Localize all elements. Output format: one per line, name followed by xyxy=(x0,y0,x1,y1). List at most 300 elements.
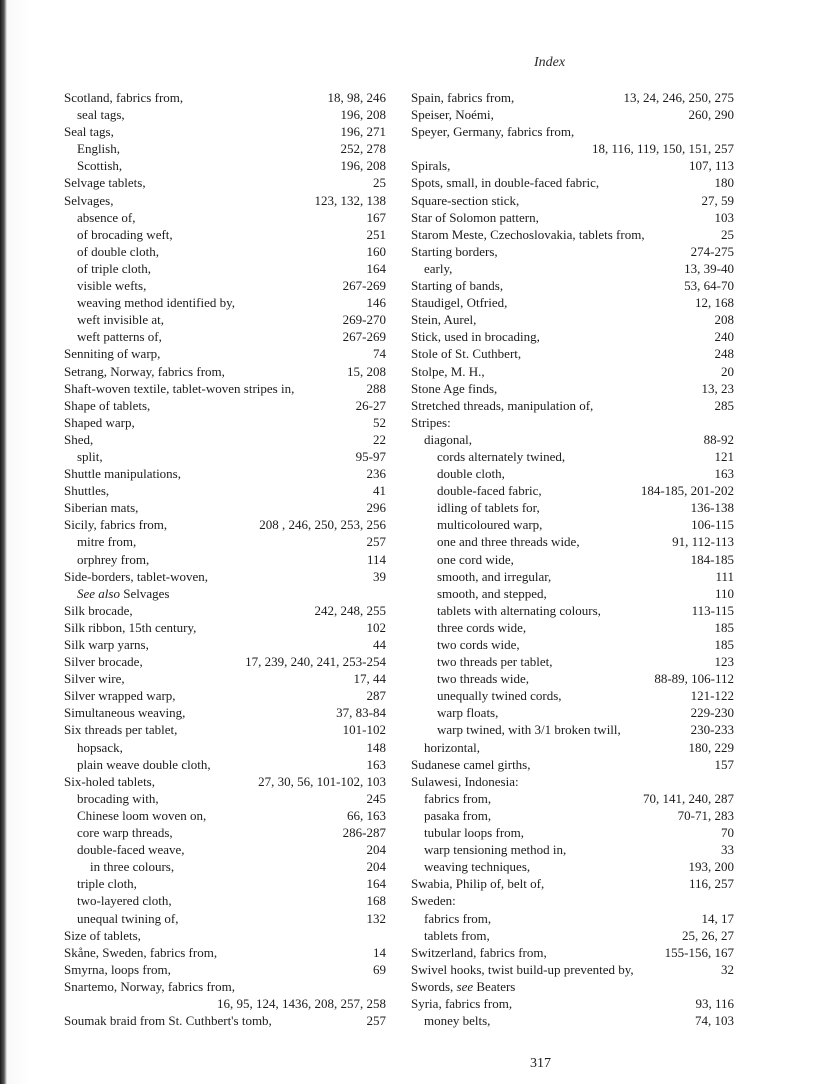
index-term: weaving method identified by, xyxy=(77,295,236,311)
index-column-left xyxy=(64,89,386,1029)
index-entry xyxy=(411,585,734,602)
index-page-numbers: 37, 83-84 xyxy=(336,705,386,721)
index-term: double-faced weave, xyxy=(77,842,185,858)
index-page-numbers: 185 xyxy=(714,619,734,635)
index-page-numbers: 242, 248, 255 xyxy=(314,602,386,618)
index-entry xyxy=(411,328,734,345)
index-term-head: Swords, xyxy=(411,978,454,994)
index-entry xyxy=(64,858,386,875)
index-entry xyxy=(64,773,386,790)
index-entry xyxy=(411,209,734,226)
index-page-numbers: 116, 257 xyxy=(688,876,734,892)
see-reference-target: Beaters xyxy=(476,978,516,994)
index-term: seal tags, xyxy=(77,107,125,123)
index-page-numbers: 15, 208 xyxy=(347,363,386,379)
index-term: smooth, and irregular, xyxy=(437,568,552,584)
index-term: Stick, used in brocading, xyxy=(411,329,540,345)
index-entry xyxy=(64,157,386,174)
index-term: weaving techniques, xyxy=(424,859,531,875)
index-page-numbers: 257 xyxy=(366,1013,386,1029)
index-term: Selvage tablets, xyxy=(64,175,146,191)
index-entry xyxy=(64,174,386,191)
index-entry xyxy=(411,944,734,961)
index-page-numbers: 113-115 xyxy=(691,602,734,618)
index-page-numbers: 274-275 xyxy=(690,243,734,259)
index-page-numbers: 27, 30, 56, 101-102, 103 xyxy=(258,773,386,789)
index-entry xyxy=(411,533,734,550)
index-page-numbers: 285 xyxy=(714,397,734,413)
index-term: Sulawesi, Indonesia: xyxy=(411,773,519,789)
index-entry xyxy=(411,380,734,397)
index-term: triple cloth, xyxy=(77,876,137,892)
index-term: Seal tags, xyxy=(64,124,114,140)
index-column-right xyxy=(411,89,734,1029)
index-entry xyxy=(64,277,386,294)
index-page-numbers: 18, 98, 246 xyxy=(327,90,386,105)
index-entry xyxy=(64,192,386,209)
index-page-numbers: 240 xyxy=(714,329,734,345)
index-entry xyxy=(64,448,386,465)
index-page-numbers: 25 xyxy=(373,175,386,191)
index-term: Scotland, fabrics from, xyxy=(64,90,184,105)
index-term: Swabia, Philip of, belt of, xyxy=(411,876,545,892)
index-page-numbers: 267-269 xyxy=(342,278,386,294)
index-term: Selvages, xyxy=(64,192,114,208)
index-entry xyxy=(64,209,386,226)
index-term: Setrang, Norway, fabrics from, xyxy=(64,363,225,379)
index-entry xyxy=(411,602,734,619)
index-page-numbers: 66, 163 xyxy=(347,807,386,823)
index-page-numbers: 286-287 xyxy=(342,825,386,841)
index-term: Shuttles, xyxy=(64,483,110,499)
index-page-numbers: 102 xyxy=(366,619,386,635)
index-term: Staudigel, Otfried, xyxy=(411,295,508,311)
index-page-numbers: 204 xyxy=(366,842,386,858)
index-entry xyxy=(64,636,386,653)
index-entry xyxy=(411,910,734,927)
index-page-numbers: 230-233 xyxy=(690,722,734,738)
index-page-numbers: 110 xyxy=(714,585,734,601)
index-term: in three colours, xyxy=(90,859,175,875)
index-term: warp twined, with 3/1 broken twill, xyxy=(437,722,621,738)
index-entry xyxy=(411,277,734,294)
index-entry xyxy=(411,174,734,191)
index-page-numbers: 136-138 xyxy=(690,500,734,516)
index-page-numbers: 257 xyxy=(366,534,386,550)
index-page-numbers: 107, 113 xyxy=(688,158,734,174)
index-entry xyxy=(64,140,386,157)
index-page-numbers: 123, 132, 138 xyxy=(314,192,386,208)
index-page-numbers: 44 xyxy=(373,637,386,652)
index-page-numbers: 14 xyxy=(373,944,386,960)
index-entry xyxy=(411,670,734,687)
index-term: Starom Meste, Czechoslovakia, tablets from, xyxy=(411,226,645,242)
index-page-numbers: 287 xyxy=(366,688,386,704)
index-term: Siberian mats, xyxy=(64,500,139,516)
index-term: Shape of tablets, xyxy=(64,397,151,413)
index-term: Stretched threads, manipulation of, xyxy=(411,397,594,413)
index-entry xyxy=(64,226,386,243)
index-term: Simultaneous weaving, xyxy=(64,705,186,721)
index-entry xyxy=(64,739,386,756)
index-entry xyxy=(64,756,386,773)
index-entry xyxy=(411,790,734,807)
index-term: one cord wide, xyxy=(437,551,514,567)
index-entry xyxy=(64,533,386,550)
index-term: Stone Age finds, xyxy=(411,380,498,396)
index-page-numbers: 88-89, 106-112 xyxy=(654,671,734,687)
index-entry xyxy=(64,653,386,670)
index-page-numbers: 106-115 xyxy=(691,517,734,533)
index-page-numbers: 18, 116, 119, 150, 151, 257 xyxy=(591,141,734,157)
index-entry xyxy=(64,89,386,106)
index-term: one and three threads wide, xyxy=(437,534,580,550)
index-entry xyxy=(411,516,734,533)
index-page-numbers: 103 xyxy=(714,209,734,225)
index-term: fabrics from, xyxy=(424,790,492,806)
index-entry xyxy=(411,482,734,499)
index-term: tubular loops from, xyxy=(424,825,525,841)
index-entry xyxy=(64,482,386,499)
index-term: Chinese loom woven on, xyxy=(77,807,207,823)
index-page-numbers: 185 xyxy=(714,637,734,652)
index-term: Stolpe, M. H., xyxy=(411,363,485,379)
index-term: Skåne, Sweden, fabrics from, xyxy=(64,944,218,960)
index-page-numbers: 251 xyxy=(366,226,386,242)
index-entry xyxy=(64,311,386,328)
index-term: Sweden: xyxy=(411,893,456,909)
index-term: visible wefts, xyxy=(77,278,147,294)
index-entry xyxy=(411,226,734,243)
index-page-numbers: 91, 112-113 xyxy=(672,534,734,550)
index-page-numbers: 25, 26, 27 xyxy=(682,927,734,943)
index-page-numbers: 12, 168 xyxy=(695,295,734,311)
index-term: Silver wire, xyxy=(64,671,125,687)
index-page-numbers: 14, 17 xyxy=(701,910,734,926)
index-page-numbers: 93, 116 xyxy=(695,995,734,1011)
index-entry xyxy=(411,106,734,123)
index-term xyxy=(411,978,515,995)
index-entry xyxy=(411,739,734,756)
index-page-numbers: 167 xyxy=(366,209,386,225)
index-term: weft patterns of, xyxy=(77,329,162,345)
index-term: Star of Solomon pattern, xyxy=(411,209,539,225)
index-page-numbers: 163 xyxy=(366,756,386,772)
index-term: Syria, fabrics from, xyxy=(411,995,513,1011)
index-page-numbers: 88-92 xyxy=(703,431,734,447)
index-page-numbers: 25 xyxy=(721,226,734,242)
index-term: diagonal, xyxy=(424,431,473,447)
index-page-numbers: 148 xyxy=(366,739,386,755)
index-page-numbers: 164 xyxy=(366,260,386,276)
index-term: hopsack, xyxy=(77,739,123,755)
index-page-numbers: 17, 44 xyxy=(353,671,386,687)
index-entry xyxy=(411,431,734,448)
index-page-numbers: 22 xyxy=(373,431,386,447)
index-term: horizontal, xyxy=(424,739,480,755)
index-term: Silk brocade, xyxy=(64,602,133,618)
index-entry xyxy=(411,192,734,209)
index-entry xyxy=(411,773,734,790)
index-page-numbers: 13, 23 xyxy=(701,380,734,396)
index-term: Swivel hooks, twist build-up prevented by, xyxy=(411,961,634,977)
index-page-numbers: 121 xyxy=(714,448,734,464)
see-reference-label: See also xyxy=(77,585,120,601)
index-term: Spain, fabrics from, xyxy=(411,90,515,105)
index-entry xyxy=(64,687,386,704)
index-entry xyxy=(64,260,386,277)
index-entry xyxy=(64,1012,386,1029)
index-page-numbers: 248 xyxy=(714,346,734,362)
index-entry xyxy=(411,499,734,516)
index-page-numbers: 193, 200 xyxy=(688,859,734,875)
index-entry-continuation xyxy=(411,140,734,157)
index-entry xyxy=(411,1012,734,1029)
index-page-numbers: 95-97 xyxy=(355,448,386,464)
index-entry xyxy=(64,910,386,927)
index-term: Switzerland, fabrics from, xyxy=(411,944,547,960)
index-entry xyxy=(64,499,386,516)
index-entry xyxy=(64,568,386,585)
index-page-numbers: 53, 64-70 xyxy=(684,278,734,294)
index-page-numbers: 164 xyxy=(366,876,386,892)
index-term: Side-borders, tablet-woven, xyxy=(64,568,209,584)
index-entry xyxy=(64,824,386,841)
index-page-numbers: 155-156, 167 xyxy=(664,944,734,960)
index-entry xyxy=(64,927,386,944)
index-term: unequal twining of, xyxy=(77,910,179,926)
index-term: Silver wrapped warp, xyxy=(64,688,176,704)
index-page-numbers: 208 xyxy=(714,312,734,328)
index-entry xyxy=(64,619,386,636)
index-page-numbers: 229-230 xyxy=(690,705,734,721)
index-term: Shed, xyxy=(64,431,94,447)
index-term: tablets from, xyxy=(424,927,490,943)
index-entry xyxy=(64,465,386,482)
index-term: two threads wide, xyxy=(437,671,530,687)
index-entry xyxy=(411,123,734,140)
index-page-numbers: 13, 39-40 xyxy=(684,260,734,276)
index-entry xyxy=(64,551,386,568)
index-entry xyxy=(411,875,734,892)
index-page-numbers: 70 xyxy=(721,825,734,841)
index-page-numbers: 17, 239, 240, 241, 253-254 xyxy=(245,654,386,670)
index-term: Sicily, fabrics from, xyxy=(64,517,168,533)
index-page-numbers: 39 xyxy=(373,568,386,584)
index-entry xyxy=(411,294,734,311)
see-reference-label: see xyxy=(456,978,474,994)
index-entry xyxy=(411,363,734,380)
index-entry xyxy=(64,294,386,311)
index-term: Starting borders, xyxy=(411,243,498,259)
index-entry xyxy=(411,260,734,277)
index-page-numbers: 168 xyxy=(366,893,386,909)
index-term: cords alternately twined, xyxy=(437,448,566,464)
index-entry-continuation xyxy=(64,995,386,1012)
index-term: Silk warp yarns, xyxy=(64,637,149,652)
index-term: Stripes: xyxy=(411,414,451,430)
index-term: Scottish, xyxy=(77,158,123,174)
index-term: three cords wide, xyxy=(437,619,527,635)
index-entry xyxy=(64,670,386,687)
index-term: Starting of bands, xyxy=(411,278,504,294)
index-term: orphrey from, xyxy=(77,551,150,567)
index-entry xyxy=(411,243,734,260)
index-page-numbers: 208 , 246, 250, 253, 256 xyxy=(259,517,386,533)
index-entry xyxy=(64,345,386,362)
index-term: weft invisible at, xyxy=(77,312,165,328)
index-entry xyxy=(411,704,734,721)
index-entry xyxy=(64,380,386,397)
index-entry xyxy=(64,961,386,978)
index-term: warp floats, xyxy=(437,705,499,721)
index-term: core warp threads, xyxy=(77,825,173,841)
index-entry xyxy=(411,978,734,995)
index-page-numbers: 163 xyxy=(714,466,734,482)
index-page-numbers: 69 xyxy=(373,961,386,977)
index-page-numbers: 13, 24, 246, 250, 275 xyxy=(623,90,734,105)
index-term: Stein, Aurel, xyxy=(411,312,477,328)
index-entry xyxy=(64,431,386,448)
index-page-numbers: 180 xyxy=(714,175,734,191)
index-term: Soumak braid from St. Cuthbert's tomb, xyxy=(64,1013,272,1029)
running-head: Index xyxy=(534,55,566,70)
index-page-numbers: 41 xyxy=(373,483,386,499)
index-page-numbers: 236 xyxy=(366,466,386,482)
index-entry xyxy=(64,123,386,140)
index-entry xyxy=(411,636,734,653)
index-entry xyxy=(64,704,386,721)
index-page-numbers: 196, 271 xyxy=(340,124,386,140)
index-page-numbers: 184-185, 201-202 xyxy=(640,483,734,499)
index-entry xyxy=(64,602,386,619)
index-term: of brocading weft, xyxy=(77,226,173,242)
index-entry xyxy=(411,653,734,670)
index-page-numbers: 114 xyxy=(366,551,386,567)
index-entry xyxy=(64,721,386,738)
page-number: 317 xyxy=(530,1056,551,1071)
index-page-numbers: 70-71, 283 xyxy=(677,807,734,823)
index-term: Square-section stick, xyxy=(411,192,520,208)
index-entry xyxy=(411,687,734,704)
index-page-numbers: 52 xyxy=(373,414,386,430)
index-page-numbers: 245 xyxy=(366,790,386,806)
index-page-numbers: 20 xyxy=(721,363,734,379)
index-entry xyxy=(411,619,734,636)
index-entry xyxy=(64,790,386,807)
index-page-numbers: 288 xyxy=(366,380,386,396)
index-entry xyxy=(64,106,386,123)
index-entry xyxy=(411,345,734,362)
index-term: smooth, and stepped, xyxy=(437,585,547,601)
index-entry xyxy=(64,875,386,892)
index-term: Spots, small, in double-faced fabric, xyxy=(411,175,600,191)
index-term: two cords wide, xyxy=(437,637,520,652)
index-page-numbers: 74, 103 xyxy=(695,1013,734,1029)
index-entry xyxy=(411,961,734,978)
index-page-numbers: 111 xyxy=(715,568,734,584)
index-entry xyxy=(64,807,386,824)
index-term: money belts, xyxy=(424,1013,491,1029)
index-term: idling of tablets for, xyxy=(437,500,540,516)
index-entry xyxy=(411,414,734,431)
index-entry xyxy=(64,841,386,858)
index-term: Speiser, Noémi, xyxy=(411,107,494,123)
index-term: pasaka from, xyxy=(424,807,492,823)
index-term: unequally twined cords, xyxy=(437,688,562,704)
index-term xyxy=(77,585,169,602)
index-page-numbers: 267-269 xyxy=(342,329,386,345)
index-entry xyxy=(411,89,734,106)
index-entry xyxy=(411,568,734,585)
index-page-numbers: 33 xyxy=(721,842,734,858)
index-page-numbers: 32 xyxy=(721,961,734,977)
index-page-numbers: 252, 278 xyxy=(340,141,386,157)
index-entry xyxy=(64,978,386,995)
index-entry xyxy=(411,858,734,875)
index-page-numbers: 70, 141, 240, 287 xyxy=(643,790,734,806)
index-term: mitre from, xyxy=(77,534,137,550)
index-term: brocading with, xyxy=(77,790,159,806)
index-term: fabrics from, xyxy=(424,910,492,926)
index-term: Silver brocade, xyxy=(64,654,143,670)
index-term: English, xyxy=(77,141,120,157)
index-term: two-layered cloth, xyxy=(77,893,172,909)
index-term: Six threads per tablet, xyxy=(64,722,178,738)
index-term: Size of tablets, xyxy=(64,927,141,943)
index-entry xyxy=(64,397,386,414)
index-term: Senniting of warp, xyxy=(64,346,161,362)
index-page-numbers: 132 xyxy=(366,910,386,926)
index-term: Six-holed tablets, xyxy=(64,773,155,789)
index-page-numbers: 196, 208 xyxy=(340,107,386,123)
index-term: two threads per tablet, xyxy=(437,654,553,670)
index-entry xyxy=(411,892,734,909)
index-page-numbers: 157 xyxy=(714,756,734,772)
index-entry xyxy=(64,363,386,380)
index-entry xyxy=(411,397,734,414)
index-term: Smyrna, loops from, xyxy=(64,961,171,977)
index-page-numbers: 74 xyxy=(373,346,386,362)
index-term: split, xyxy=(77,448,103,464)
index-term: multicoloured warp, xyxy=(437,517,543,533)
index-term: absence of, xyxy=(77,209,136,225)
index-entry xyxy=(64,328,386,345)
index-term: of triple cloth, xyxy=(77,260,152,276)
index-entry xyxy=(411,157,734,174)
index-term: double-faced fabric, xyxy=(437,483,542,499)
index-term: Spirals, xyxy=(411,158,451,174)
index-term: Sudanese camel girths, xyxy=(411,756,531,772)
index-page-numbers: 121-122 xyxy=(690,688,734,704)
see-reference-target: Selvages xyxy=(123,585,170,601)
index-page-numbers: 260, 290 xyxy=(688,107,734,123)
index-term: of double cloth, xyxy=(77,243,159,259)
index-page-numbers: 16, 95, 124, 1436, 208, 257, 258 xyxy=(217,995,386,1011)
index-entry xyxy=(411,807,734,824)
index-term: Shuttle manipulations, xyxy=(64,466,181,482)
index-term: Speyer, Germany, fabrics from, xyxy=(411,124,575,140)
index-page-numbers: 196, 208 xyxy=(340,158,386,174)
index-entry xyxy=(411,551,734,568)
index-entry xyxy=(411,841,734,858)
index-page-numbers: 204 xyxy=(366,859,386,875)
index-page-numbers: 123 xyxy=(714,654,734,670)
index-entry xyxy=(64,585,386,602)
index-entry xyxy=(411,995,734,1012)
index-entry xyxy=(411,721,734,738)
index-page-numbers: 180, 229 xyxy=(688,739,734,755)
